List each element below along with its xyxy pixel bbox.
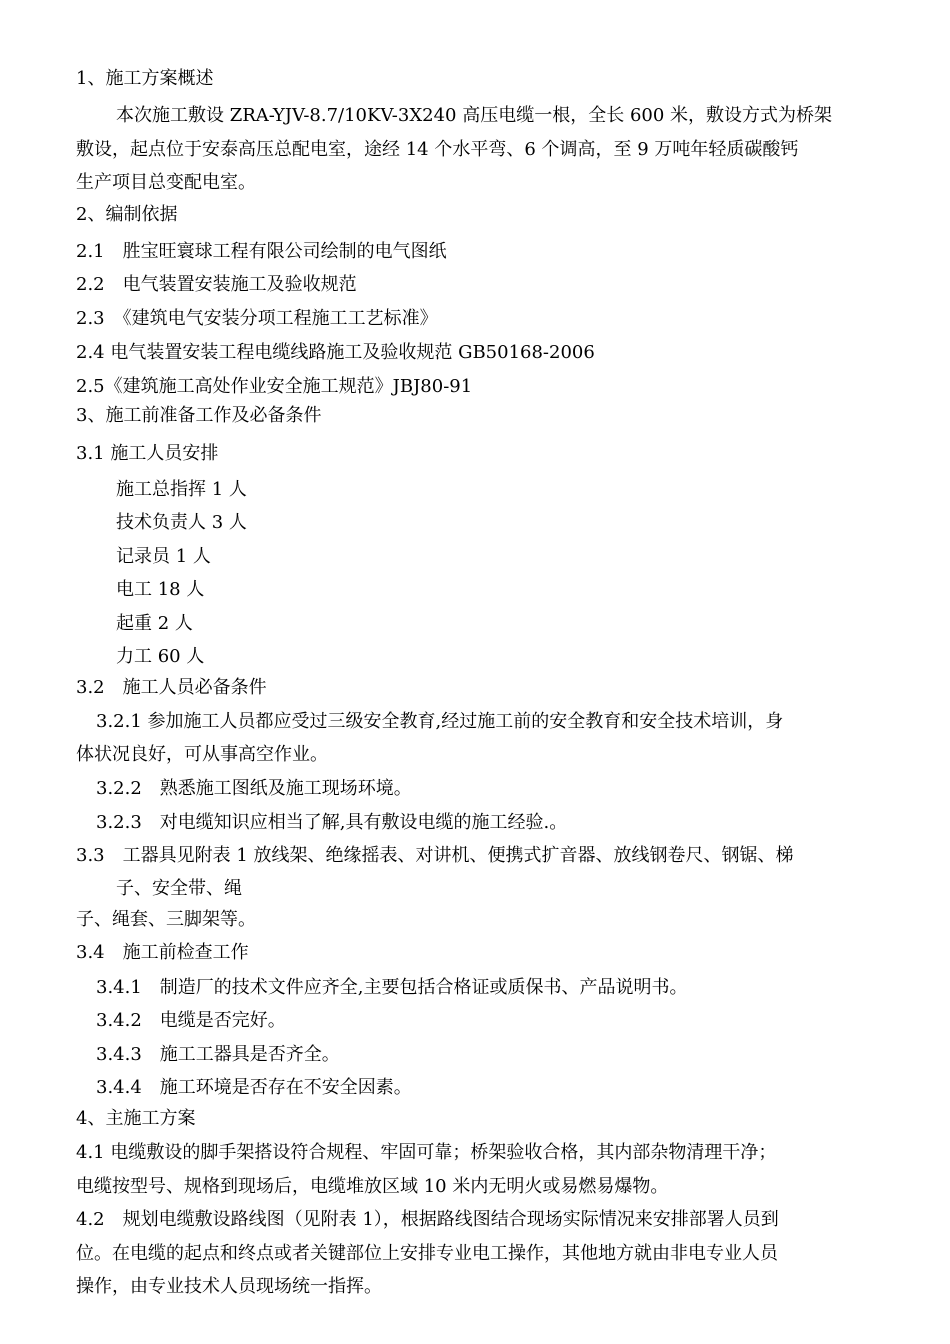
paragraph-line: 敷设，起点位于安泰高压总配电室，途经 14 个水平弯、6 个调高，至 9 万吨年轻质碳酸钙 bbox=[76, 139, 799, 160]
paragraph-line: 电缆按型号、规格到现场后，电缆堆放区域 10 米内无明火或易燃易爆物。 bbox=[76, 1176, 669, 1197]
paragraph-line: 本次施工敷设 ZRA-YJV-8.7/10KV-3X240 高压电缆一根，全长 600 米，敷设方式为桥架 bbox=[116, 105, 833, 126]
paragraph-line: 子、安全带、绳 bbox=[116, 878, 242, 899]
list-item: 2.5《建筑施工高处作业安全施工规范》JBJ80-91 bbox=[76, 376, 473, 397]
paragraph-line: 4.1 电缆敷设的脚手架搭设符合规程、牢固可靠；桥架验收合格，其内部杂物清理干净； bbox=[76, 1142, 777, 1163]
paragraph-line: 4.2 规划电缆敷设路线图（见附表 1），根据路线图结合现场实际情况来安排部署人员到 bbox=[76, 1209, 779, 1230]
list-item: 3.2.3 对电缆知识应相当了解,具有敷设电缆的施工经验.。 bbox=[96, 812, 568, 833]
staff-item: 力工 60 人 bbox=[116, 646, 205, 667]
heading-3: 3、施工前准备工作及必备条件 bbox=[76, 405, 322, 426]
list-item: 3.4.4 施工环境是否存在不安全因素。 bbox=[96, 1077, 412, 1098]
list-item: 2.4 电气装置安装工程电缆线路施工及验收规范 GB50168-2006 bbox=[76, 342, 595, 363]
list-item: 3.4.1 制造厂的技术文件应齐全,主要包括合格证或质保书、产品说明书。 bbox=[96, 977, 688, 998]
subheading: 3.1 施工人员安排 bbox=[76, 443, 219, 464]
heading-4: 4、主施工方案 bbox=[76, 1108, 196, 1129]
staff-item: 起重 2 人 bbox=[116, 613, 193, 634]
staff-item: 施工总指挥 1 人 bbox=[116, 479, 247, 500]
list-item: 2.3 《建筑电气安装分项工程施工工艺标准》 bbox=[76, 308, 438, 329]
list-item: 2.2 电气装置安装施工及验收规范 bbox=[76, 274, 357, 295]
paragraph-line: 体状况良好，可从事高空作业。 bbox=[76, 744, 328, 765]
paragraph-line: 操作，由专业技术人员现场统一指挥。 bbox=[76, 1276, 382, 1297]
paragraph-line: 3.2.1 参加施工人员都应受过三级安全教育,经过施工前的安全教育和安全技术培训，身 bbox=[96, 711, 784, 732]
paragraph-line: 3.3 工器具见附表 1 放线架、绝缘摇表、对讲机、便携式扩音器、放线钢卷尺、钢锯、梯 bbox=[76, 845, 794, 866]
staff-item: 记录员 1 人 bbox=[116, 546, 211, 567]
subheading: 3.4 施工前检查工作 bbox=[76, 942, 249, 963]
paragraph-line: 子、绳套、三脚架等。 bbox=[76, 909, 256, 930]
staff-item: 电工 18 人 bbox=[116, 579, 205, 600]
subheading: 3.2 施工人员必备条件 bbox=[76, 677, 267, 698]
paragraph-line: 生产项目总变配电室。 bbox=[76, 172, 256, 193]
list-item: 3.2.2 熟悉施工图纸及施工现场环境。 bbox=[96, 778, 412, 799]
staff-item: 技术负责人 3 人 bbox=[116, 512, 247, 533]
list-item: 2.1 胜宝旺寰球工程有限公司绘制的电气图纸 bbox=[76, 241, 447, 262]
heading-1: 1、施工方案概述 bbox=[76, 68, 214, 89]
list-item: 3.4.3 施工工器具是否齐全。 bbox=[96, 1044, 340, 1065]
heading-2: 2、编制依据 bbox=[76, 204, 178, 225]
paragraph-line: 位。在电缆的起点和终点或者关键部位上安排专业电工操作，其他地方就由非电专业人员 bbox=[76, 1243, 778, 1264]
list-item: 3.4.2 电缆是否完好。 bbox=[96, 1010, 286, 1031]
